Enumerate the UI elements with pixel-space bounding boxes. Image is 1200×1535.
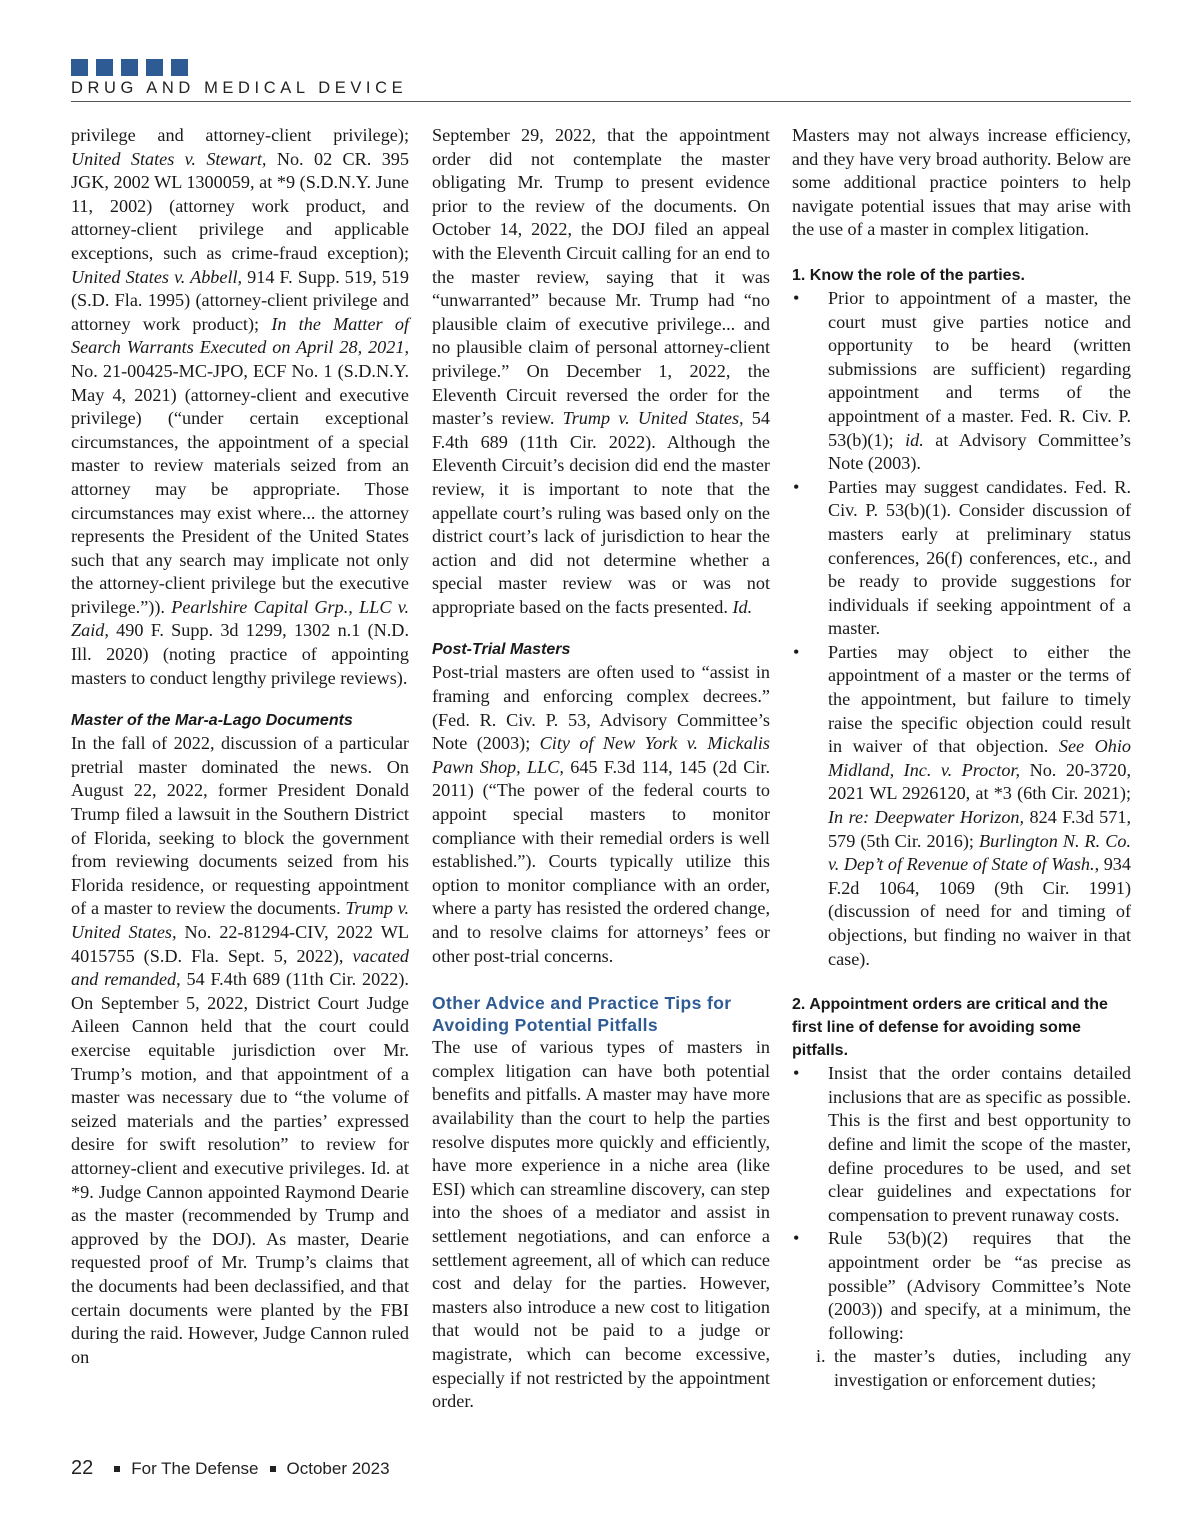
roman-marker: i.: [816, 1346, 826, 1367]
list-item: [792, 287, 1131, 476]
text: 490 F. Supp. 3d 1299, 1302 n.1 (N.D. Ill. 2020) (noting practice of appointing masters to conduct lengthy privilege reviews).: [71, 620, 409, 688]
list-item: [792, 1227, 1131, 1345]
case-citation: United States v. Abbell,: [71, 266, 243, 287]
case-citation: Trump v. United States,: [562, 408, 744, 429]
separator-icon: [114, 1466, 120, 1472]
text: Parties may object to either the appointment of a master or the terms of the appointment, but failure to timely raise the specific objection could result in waiver of that objection.: [828, 641, 1131, 757]
case-citation: vacated and remanded: [71, 945, 409, 990]
case-citation: See Ohio Midland, Inc. v. Proctor,: [828, 736, 1131, 780]
text: September 29, 2022, that the appointment order did not contemplate the master obligating Mr. Trump to present evidence prior to the review of the documents. On October 14, 2022, the DOJ filed an appeal with the Eleventh Circuit calling for an end to the master review, saying that it was “unwarranted” because Mr. Trump had “no plausible claim of executive privilege... and no plausible claim of personal attorney-client privilege.” On December 1, 2022, the Eleventh Circuit reversed the order for the master’s review.: [432, 125, 770, 429]
numbered-heading-2: 2. Appointment orders are critical and the first line of defense for avoiding some pitfalls.: [792, 996, 1108, 1060]
list-item: [792, 641, 1131, 971]
bullet-list-1: [792, 287, 1131, 971]
header-square: [96, 59, 113, 76]
header-square: [171, 59, 188, 76]
text: 54 F.4th 689 (11th Cir. 2022). Although the Eleventh Circuit’s decision did end the master review, it is important to note that the appellate court’s ruling was based only on the district court’s lack of jurisdiction to hear the action and did not determine whether a special master review was or was not appropriate based on the facts presented.: [432, 408, 770, 617]
case-citation: Trump v. United States,: [71, 898, 409, 942]
header-rule: [71, 101, 1131, 102]
text: Prior to appointment of a master, the court must give parties notice and opportunity to be heard (written submissions are sufficient) regarding appointment and terms of the appointment of a master. Fed. R. Civ. P. 53(b)(1);: [828, 287, 1131, 450]
bullet-icon: •: [793, 1063, 800, 1084]
page-footer: [71, 1457, 390, 1480]
list-item: [792, 476, 1131, 641]
text: No. 20-3720, 2021 WL 2926120, at *3 (6th Cir. 2021);: [828, 759, 1131, 804]
case-citation: id.: [905, 429, 924, 450]
text: 645 F.3d 114, 145 (2d Cir. 2011) (“The power of the federal courts to appoint special masters to monitor compliance with their remedial orders is well established.”). Courts typically utilize this option to monitor compliance with an order, where a party has resisted the ordered change, and to resolve claims for attorneys’ fees or other post-trial concerns.: [432, 756, 770, 966]
text: No. 21-00425-MC-JPO, ECF No. 1 (S.D.N.Y. May 4, 2021) (attorney-client and executive privilege) (“under certain exceptional circumstances, the appointment of a special master to review materials seized from an attorney may be appropriate. Those circumstances may exist where... the attorney represents the President of the United States such that any search may implicate not only the attorney-client privilege but the executive privilege.”)).: [71, 360, 409, 617]
header-squares: [71, 59, 188, 76]
numbered-heading-1: 1. Know the role of the parties.: [792, 266, 1025, 284]
col3-paragraph-1: Masters may not always increase efficiency, and they have very broad authority. Below are some additional practice pointers to help navigate potential issues that may arise with the use of a master in complex litigation.: [792, 125, 1131, 240]
bullet-icon: •: [793, 476, 800, 497]
case-citation: In re: Deepwater Horizon,: [828, 807, 1025, 828]
header-square: [71, 59, 88, 76]
column-1: [71, 124, 409, 1369]
case-citation: In the Matter of Search Warrants Executed on April 28, 2021,: [71, 313, 409, 358]
page-number: 22: [71, 1457, 94, 1479]
sub-list-item: [792, 1345, 1131, 1392]
section-label: DRUG AND MEDICAL DEVICE: [71, 79, 408, 97]
text: at Advisory Committee’s Note (2003).: [828, 429, 1131, 474]
header-square: [121, 59, 138, 76]
text: No. 22-81294-CIV, 2022 WL 4015755 (S.D. Fla. Sept. 5, 2022),: [71, 922, 409, 966]
case-citation: Burlington N. R. Co. v. Dep’t of Revenue of State of Wash.: [828, 830, 1131, 875]
col2-paragraph-2: [432, 661, 770, 968]
text: the master’s duties, including any investigation or enforcement duties;: [834, 1346, 1131, 1390]
col2-paragraph-3: The use of various types of masters in complex litigation can have both potential benefits and pitfalls. A master may have more availability than the court to help the parties resolve disputes more quickly and efficiently, have more experience in a niche area (like ESI) which can streamline discovery, can step into the shoes of a mediator and assist in settlement negotiations, and can enforce a settlement agreement, all of which can reduce cost and delay for the parties. However, masters also introduce a new cost to litigation that would not be paid to a judge or magistrate, which can become excessive, especially if not restricted by the appointment order.: [432, 1037, 770, 1412]
column-3: [792, 124, 1131, 1393]
case-citation: Pearlshire Capital Grp., LLC v. Zaid,: [71, 596, 409, 641]
text: No. 02 CR. 395 JGK, 2002 WL 1300059, at *9 (S.D.N.Y. June 11, 2002) (attorney work product, and attorney-client privilege and applicable exceptions, such as crime-fraud exception);: [71, 148, 409, 263]
case-citation: United States v. Stewart,: [71, 148, 267, 169]
issue-date: October 2023: [286, 1458, 390, 1478]
bullet-icon: •: [793, 1228, 800, 1249]
separator-icon: [270, 1466, 276, 1472]
subhead-post-trial: Post-Trial Masters: [432, 641, 571, 659]
publication-name: For The Defense: [131, 1458, 259, 1478]
text: Insist that the order contains detailed inclusions that are as specific as possible. This is the first and best opportunity to define and limit the scope of the master, define procedures to be used, and set clear guidelines and expectations for compensation to prevent runaway costs.: [828, 1063, 1131, 1225]
text: Parties may suggest candidates. Fed. R. Civ. P. 53(b)(1). Consider discussion of masters early at preliminary status conferences, 26(f) conferences, etc., and be ready to provide suggestions for individuals if seeking appointment of a master.: [828, 476, 1131, 639]
bullet-list-2: [792, 1062, 1131, 1345]
col2-paragraph-1: [432, 124, 770, 619]
bullet-icon: •: [793, 641, 800, 662]
column-2: [432, 124, 770, 1414]
text: privilege and attorney-client privilege);: [71, 125, 409, 145]
text: 914 F. Supp. 519, 519 (S.D. Fla. 1995) (attorney-client privilege and attorney work product);: [71, 266, 409, 334]
text: , 934 F.2d 1064, 1069 (9th Cir. 1991) (discussion of need for and timing of objections, but finding no waiver in that case).: [828, 854, 1131, 969]
col1-paragraph-2: [71, 732, 409, 1369]
text: In the fall of 2022, discussion of a particular pretrial master dominated the news. On August 22, 2022, former President Donald Trump filed a lawsuit in the Southern District of Florida, seeking to block the government from reviewing documents seized from his Florida residence, or requesting appointment of a master to review the documents.: [71, 733, 409, 919]
major-heading: Other Advice and Practice Tips for Avoiding Potential Pitfalls: [432, 993, 732, 1036]
subhead-mar-a-lago: Master of the Mar-a-Lago Documents: [71, 712, 353, 730]
text: Rule 53(b)(2) requires that the appointment order be “as precise as possible” (Advisory Committee’s Note (2003)) and specify, at a minimum, the following:: [828, 1228, 1131, 1343]
text: Post-trial masters are often used to “assist in framing and enforcing complex decrees.” (Fed. R. Civ. P. 53, Advisory Committee’s Note (2003);: [432, 662, 770, 754]
bullet-icon: •: [793, 287, 800, 308]
case-citation: City of New York v. Mickalis Pawn Shop, LLC,: [432, 733, 770, 777]
col1-paragraph-1: [71, 124, 409, 690]
header-square: [146, 59, 163, 76]
text: , 54 F.4th 689 (11th Cir. 2022). On September 5, 2022, District Court Judge Aileen Cannon held that the court could exercise equitable jurisdiction over Mr. Trump’s motion, and that appointment of a master was necessary due to “the volume of seized materials and the parties’ expressed desire for swift resolution” to review for attorney-client and executive privileges. Id. at *9. Judge Cannon appointed Raymond Dearie as the master (recommended by Trump and approved by the DOJ). As master, Dearie requested proof of Mr. Trump’s claims that the documents had been declassified, and that certain documents were planted by the FBI during the raid. However, Judge Cannon ruled on: [71, 969, 409, 1367]
case-citation: Id.: [732, 596, 753, 617]
list-item: [792, 1062, 1131, 1227]
text: 824 F.3d 571, 579 (5th Cir. 2016);: [828, 807, 1131, 851]
